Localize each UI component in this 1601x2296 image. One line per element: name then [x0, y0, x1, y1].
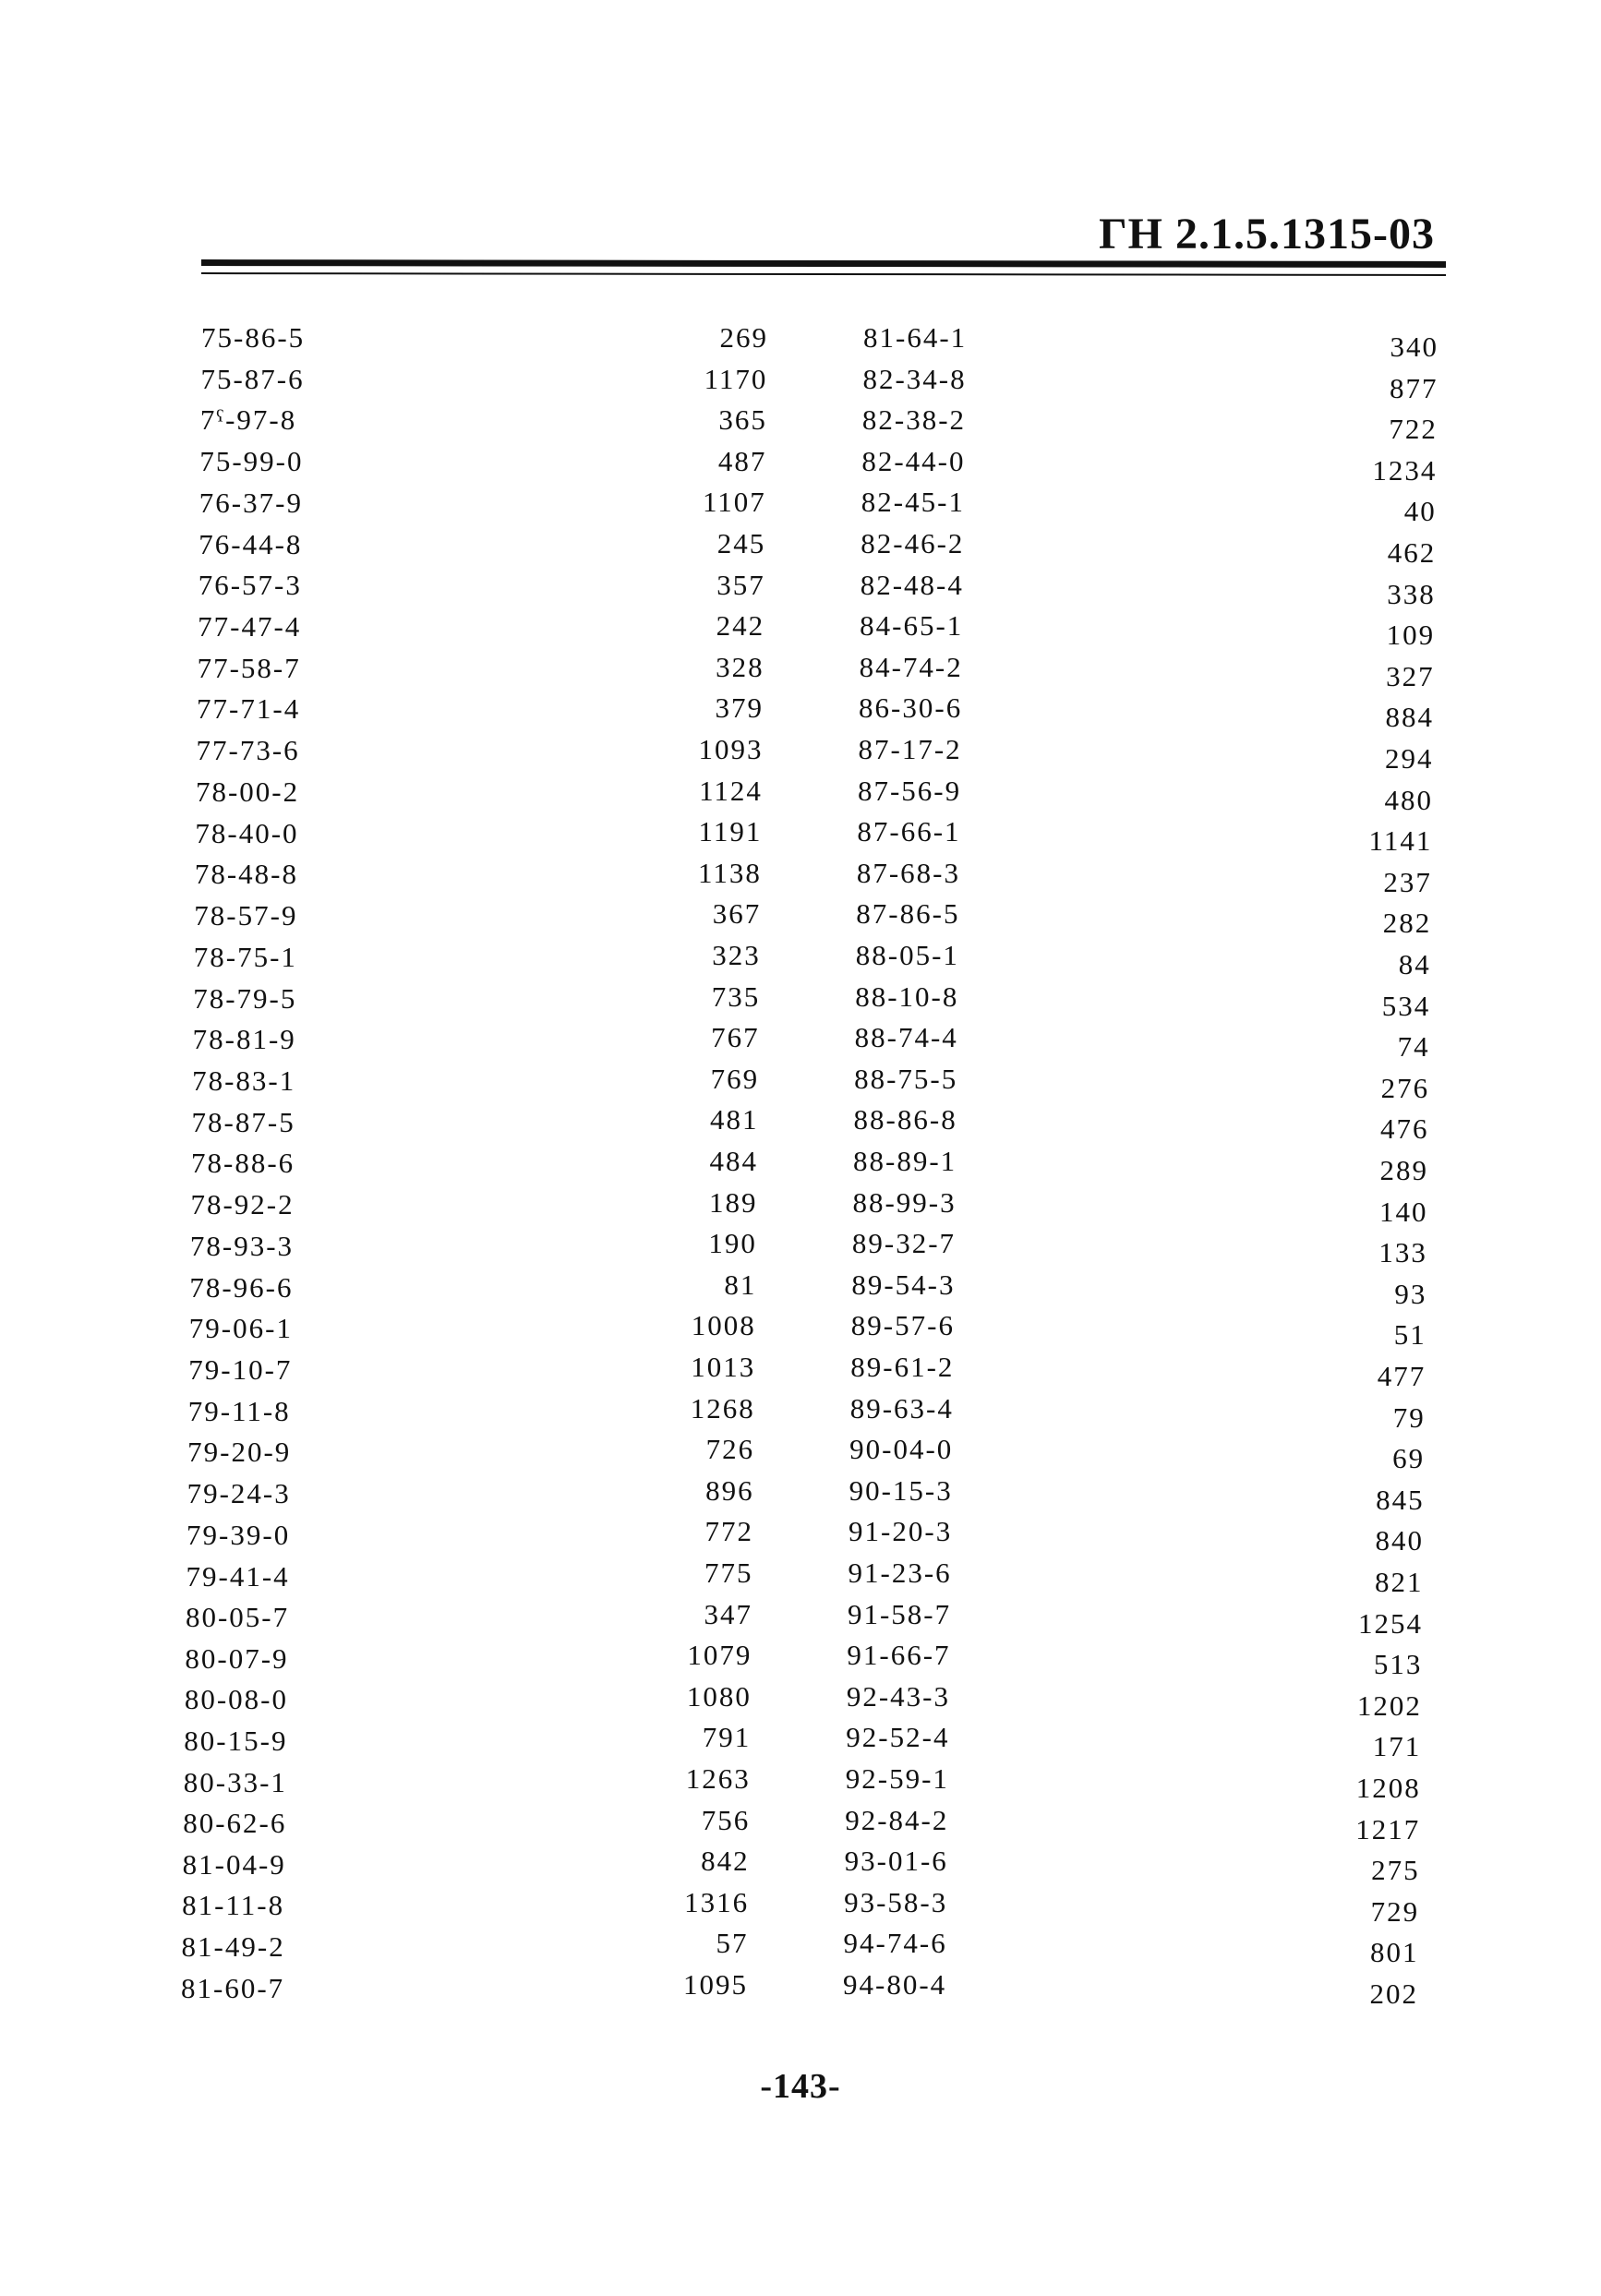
- cas-number-right: 87-56-9: [857, 774, 962, 807]
- value-right: 340: [1390, 331, 1438, 363]
- cas-number-right: 88-05-1: [855, 939, 959, 971]
- cas-number-left: 80-33-1: [183, 1765, 287, 1798]
- cas-number-left: 75-87-6: [200, 362, 305, 395]
- value-left: 269: [719, 321, 768, 354]
- value-right: 289: [1379, 1154, 1428, 1186]
- table-row: [0, 1388, 1601, 1434]
- value-left: 775: [704, 1557, 753, 1589]
- table-row: [0, 811, 1601, 858]
- cas-number-left: 79-20-9: [187, 1436, 292, 1469]
- value-left: 1191: [698, 815, 763, 848]
- table-row: [0, 359, 1601, 404]
- cas-number-left: 75-99-0: [199, 445, 304, 478]
- value-right: 202: [1369, 1977, 1418, 2010]
- value-left: 484: [709, 1145, 758, 1177]
- cas-number-right: 89-63-4: [849, 1391, 954, 1424]
- table-row: [0, 606, 1601, 652]
- value-left: 328: [716, 650, 764, 683]
- value-right: 275: [1371, 1854, 1420, 1887]
- cas-number-right: 91-58-7: [847, 1597, 952, 1630]
- value-left: 1124: [699, 774, 763, 807]
- cas-number-left: 78-57-9: [194, 899, 298, 932]
- cas-number-right: 84-65-1: [860, 609, 964, 643]
- cas-number-left: 77-47-4: [198, 610, 302, 643]
- value-left: 365: [718, 403, 767, 437]
- table-row: [0, 565, 1601, 610]
- cas-number-left: 76-57-3: [198, 569, 302, 602]
- table-row: [0, 1511, 1601, 1557]
- value-left: 735: [711, 980, 761, 1013]
- cas-number-right: 88-89-1: [853, 1145, 957, 1177]
- value-left: 481: [710, 1103, 759, 1136]
- cas-number-left: 76-44-8: [199, 527, 303, 560]
- value-right: 801: [1370, 1936, 1419, 1969]
- value-left: 726: [705, 1433, 755, 1466]
- cas-number-right: 91-20-3: [849, 1515, 953, 1548]
- cas-number-right: 89-54-3: [851, 1268, 956, 1301]
- table-row: [0, 1923, 1601, 1969]
- table-row: [0, 1594, 1601, 1640]
- table-row: [0, 647, 1601, 692]
- value-left: 1013: [691, 1351, 756, 1383]
- value-right: 1208: [1355, 1772, 1421, 1804]
- cas-number-right: 82-34-8: [862, 362, 967, 395]
- table-row: [0, 1017, 1601, 1064]
- value-left: 1079: [687, 1639, 752, 1672]
- value-right: 1217: [1355, 1812, 1421, 1845]
- table-row: [0, 853, 1601, 898]
- value-left: 1107: [702, 486, 766, 519]
- value-left: 81: [724, 1268, 757, 1301]
- cas-number-right: 87-17-2: [858, 733, 962, 765]
- table-row: [0, 1265, 1601, 1310]
- cas-number-left: 79-10-7: [188, 1353, 293, 1386]
- cas-number-right: 91-23-6: [848, 1557, 952, 1589]
- cas-number-left: 79-06-1: [188, 1312, 293, 1345]
- value-left: 189: [708, 1185, 758, 1219]
- table-row: [0, 894, 1601, 940]
- table-row: [0, 1183, 1601, 1228]
- cas-number-right: 92-59-1: [845, 1762, 949, 1795]
- value-left: 1316: [684, 1885, 750, 1918]
- cas-number-left: 77-58-7: [197, 651, 301, 684]
- cas-number-right: 86-30-6: [859, 691, 963, 725]
- value-left: 772: [704, 1515, 754, 1548]
- cas-number-right: 81-64-1: [863, 321, 968, 354]
- value-left: 57: [716, 1927, 749, 1960]
- cas-number-right: 90-15-3: [849, 1473, 953, 1507]
- value-right: 109: [1386, 619, 1436, 652]
- cas-number-right: 82-46-2: [861, 527, 965, 559]
- cas-number-right: 92-52-4: [846, 1721, 950, 1754]
- value-right: 462: [1387, 536, 1437, 569]
- cas-number-right: 87-66-1: [857, 815, 961, 848]
- value-right: 1254: [1357, 1606, 1423, 1640]
- table-row: [0, 441, 1601, 487]
- value-right: 480: [1384, 783, 1433, 816]
- value-right: 171: [1372, 1730, 1422, 1763]
- cas-number-left: 78-96-6: [189, 1270, 294, 1304]
- cas-number-left: 80-07-9: [185, 1641, 289, 1675]
- table-row: [0, 400, 1601, 446]
- cas-number-left: 78-93-3: [189, 1229, 295, 1262]
- cas-number-right: 90-04-0: [849, 1433, 954, 1466]
- cas-number-left: 81-04-9: [182, 1847, 286, 1881]
- cas-number-right: 88-74-4: [854, 1021, 958, 1054]
- table-row: [0, 688, 1601, 734]
- value-left: 379: [715, 691, 764, 725]
- cas-number-left: 78-92-2: [190, 1188, 295, 1221]
- cas-number-left: 81-11-8: [182, 1889, 285, 1922]
- cas-number-left: 78-00-2: [195, 775, 300, 808]
- value-left: 357: [716, 568, 765, 601]
- cas-number-right: 82-48-4: [860, 568, 964, 601]
- value-left: 896: [705, 1473, 754, 1507]
- value-left: 1268: [690, 1391, 755, 1424]
- table-row: [0, 1141, 1601, 1186]
- cas-number-left: 78-48-8: [194, 858, 298, 891]
- table-row: [0, 1677, 1601, 1722]
- cas-number-right: 82-45-1: [861, 486, 965, 519]
- value-left: 245: [716, 527, 766, 559]
- value-left: 1138: [697, 856, 762, 889]
- cas-number-left: 78-88-6: [191, 1147, 295, 1180]
- value-right: 884: [1385, 701, 1435, 734]
- value-left: 487: [717, 444, 767, 477]
- table-row: [0, 1717, 1601, 1763]
- cas-number-right: 94-74-6: [843, 1927, 947, 1960]
- cas-number-right: 87-86-5: [856, 897, 960, 931]
- cas-number-right: 88-99-3: [852, 1185, 957, 1219]
- value-right: 477: [1377, 1360, 1426, 1392]
- cas-number-right: 89-57-6: [850, 1309, 955, 1342]
- cas-number-right: 87-68-3: [856, 856, 960, 889]
- value-left: 1095: [683, 1968, 748, 2001]
- cas-number-right: 93-01-6: [844, 1845, 948, 1878]
- value-right: 74: [1397, 1030, 1430, 1064]
- cas-number-right: 88-10-8: [855, 980, 959, 1013]
- table-row: [0, 1882, 1601, 1928]
- value-right: 476: [1380, 1112, 1429, 1146]
- table-row: [0, 771, 1601, 816]
- cas-number-left: 78-79-5: [193, 981, 297, 1015]
- value-right: 1234: [1372, 453, 1438, 487]
- cas-number-right: 92-84-2: [845, 1803, 949, 1836]
- cas-number-right: 94-80-4: [843, 1968, 947, 2001]
- cas-number-left: 75-86-5: [201, 321, 306, 354]
- cas-number-left: 80-08-0: [184, 1683, 288, 1716]
- cas-number-left: 7ˤ-97-8: [199, 403, 297, 437]
- value-left: 1008: [691, 1309, 756, 1342]
- cas-number-left: 78-87-5: [191, 1105, 295, 1138]
- cas-number-left: 80-05-7: [185, 1601, 290, 1634]
- cas-number-left: 78-81-9: [192, 1023, 296, 1056]
- cas-number-left: 78-40-0: [195, 816, 299, 849]
- value-left: 767: [711, 1021, 760, 1054]
- value-right: 1202: [1356, 1689, 1422, 1722]
- cas-number-left: 79-39-0: [187, 1518, 291, 1551]
- document-code-header: ГН 2.1.5.1315-03: [1099, 210, 1435, 258]
- value-left: 769: [710, 1062, 760, 1095]
- table-row: [0, 1635, 1601, 1681]
- cas-number-left: 77-71-4: [197, 692, 301, 726]
- cas-number-right: 84-74-2: [859, 650, 963, 683]
- table-row: [0, 1841, 1601, 1887]
- table-row: [0, 523, 1601, 569]
- cas-number-right: 89-61-2: [850, 1351, 955, 1383]
- cas-number-left: 77-73-6: [196, 734, 300, 767]
- table-row: [0, 1347, 1601, 1392]
- cas-number-right: 93-58-3: [844, 1885, 948, 1918]
- table-row: [0, 1553, 1601, 1598]
- value-left: 1263: [685, 1762, 751, 1795]
- value-right: 327: [1386, 659, 1435, 692]
- value-right: 237: [1383, 865, 1432, 898]
- table-row: [0, 1759, 1601, 1804]
- value-right: 840: [1375, 1524, 1425, 1557]
- cas-number-left: 81-49-2: [181, 1929, 285, 1963]
- table-row: [0, 977, 1601, 1022]
- value-left: 367: [712, 897, 762, 931]
- value-right: 79: [1392, 1400, 1426, 1434]
- value-right: 338: [1387, 577, 1436, 610]
- cas-number-left: 76-37-9: [199, 486, 303, 519]
- value-left: 242: [716, 609, 765, 643]
- cas-number-right: 92-43-3: [846, 1679, 950, 1713]
- table-row: [0, 729, 1601, 775]
- value-right: 93: [1394, 1277, 1427, 1310]
- table-row: [0, 482, 1601, 528]
- value-left: 347: [704, 1597, 752, 1630]
- table-row: [0, 1429, 1601, 1475]
- table-row: [0, 1965, 1601, 2010]
- table-row: [0, 1223, 1601, 1269]
- cas-number-right: 82-44-0: [861, 444, 966, 477]
- cas-number-left: 78-83-1: [192, 1064, 296, 1097]
- value-right: 133: [1378, 1236, 1427, 1269]
- page-number: -143-: [760, 2067, 841, 2106]
- value-left: 1170: [704, 362, 768, 395]
- value-left: 1093: [698, 733, 764, 765]
- value-left: 1080: [686, 1679, 752, 1713]
- value-right: 513: [1373, 1648, 1423, 1681]
- cas-number-left: 80-62-6: [183, 1807, 287, 1840]
- value-right: 729: [1370, 1894, 1420, 1928]
- cas-number-right: 91-66-7: [847, 1639, 951, 1672]
- cas-number-left: 79-24-3: [187, 1477, 291, 1510]
- table-row: [0, 1800, 1601, 1845]
- value-right: 1141: [1368, 824, 1433, 858]
- value-left: 756: [701, 1803, 751, 1836]
- value-right: 69: [1392, 1442, 1426, 1475]
- table-row: [0, 318, 1601, 363]
- table-row: [0, 1471, 1601, 1516]
- value-left: 791: [702, 1721, 752, 1754]
- cas-number-right: 89-32-7: [851, 1227, 957, 1260]
- cas-number-left: 79-11-8: [187, 1394, 291, 1427]
- table-row: [0, 1059, 1601, 1104]
- value-right: 40: [1403, 495, 1437, 528]
- value-right: 294: [1385, 742, 1434, 775]
- table-row: [0, 1305, 1601, 1352]
- cas-number-right: 88-86-8: [853, 1103, 957, 1136]
- value-right: 845: [1376, 1483, 1425, 1516]
- value-right: 821: [1375, 1566, 1424, 1598]
- cas-number-left: 78-75-1: [193, 940, 297, 973]
- value-right: 722: [1389, 413, 1438, 446]
- cas-number-left: 80-15-9: [184, 1724, 288, 1757]
- value-right: 140: [1378, 1195, 1428, 1228]
- value-left: 842: [701, 1845, 750, 1878]
- value-right: 534: [1381, 989, 1431, 1022]
- value-left: 190: [708, 1227, 757, 1260]
- value-right: 51: [1393, 1318, 1426, 1352]
- value-left: 323: [712, 939, 761, 971]
- value-right: 282: [1382, 907, 1432, 940]
- cas-number-left: 81-60-7: [181, 1971, 285, 2004]
- value-right: 877: [1389, 371, 1438, 404]
- cas-number-left: 79-41-4: [186, 1559, 290, 1593]
- value-right: 276: [1380, 1071, 1430, 1104]
- table-row: [0, 1100, 1601, 1146]
- cas-number-right: 88-75-5: [854, 1062, 958, 1095]
- value-right: 84: [1398, 948, 1431, 980]
- cas-number-right: 82-38-2: [861, 403, 967, 437]
- table-row: [0, 935, 1601, 980]
